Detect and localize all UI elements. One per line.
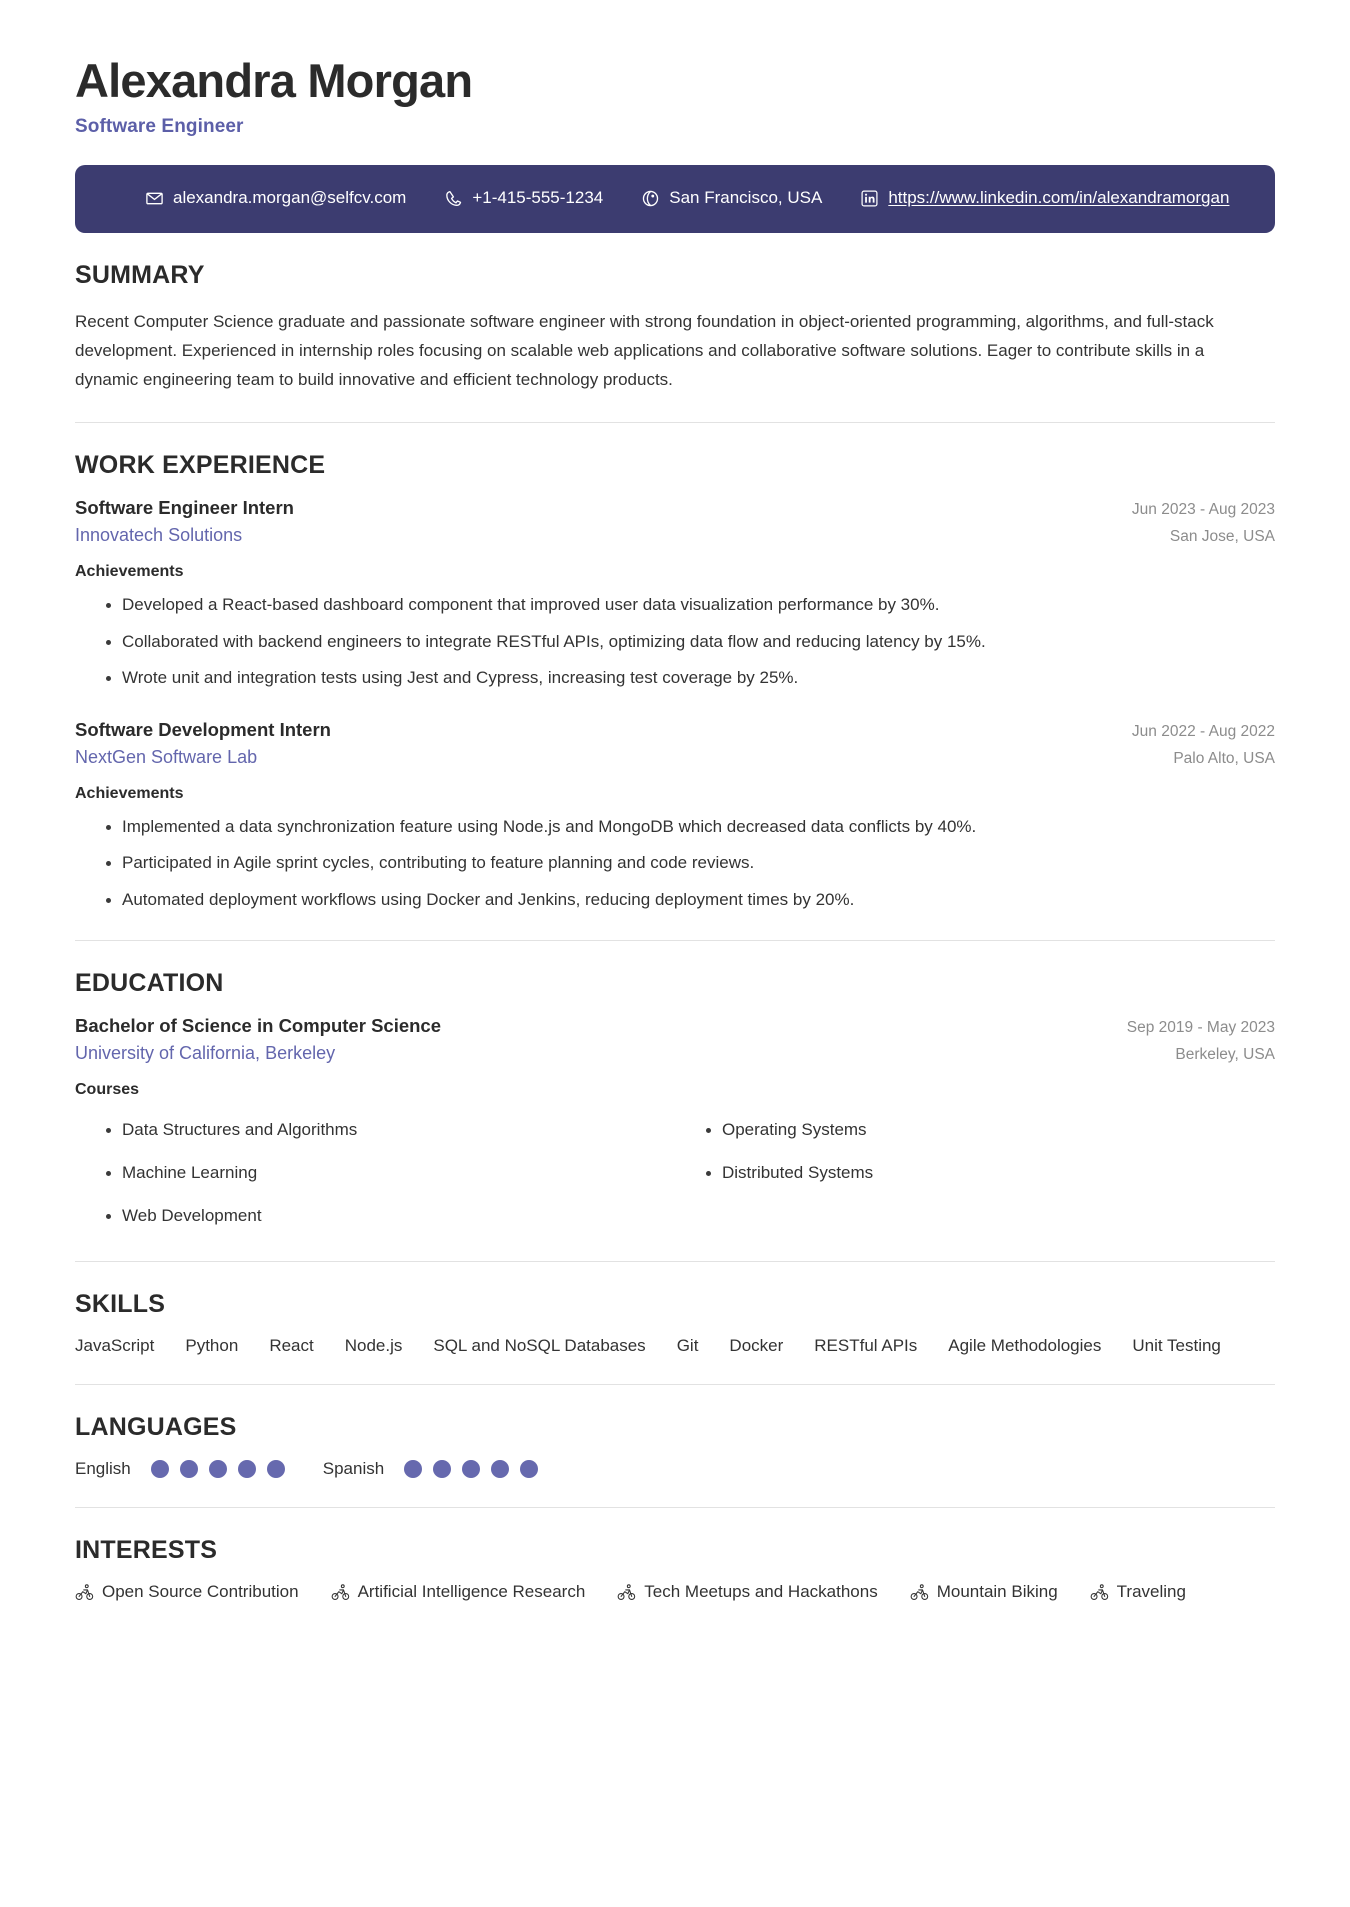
list-item: Data Structures and Algorithms bbox=[75, 1117, 675, 1147]
level-dot bbox=[238, 1460, 256, 1478]
work-location: San Jose, USA bbox=[1169, 528, 1275, 546]
contact-phone[interactable] bbox=[444, 188, 603, 208]
interest-item bbox=[331, 1582, 586, 1602]
section-skills bbox=[75, 1261, 1275, 1356]
interest-item bbox=[1090, 1582, 1186, 1602]
education-degree: Bachelor of Science in Computer Science bbox=[75, 1015, 441, 1037]
linkedin-icon bbox=[860, 189, 879, 208]
interest-item bbox=[910, 1582, 1058, 1602]
envelope-icon bbox=[145, 189, 164, 208]
skill-item: RESTful APIs bbox=[814, 1336, 918, 1356]
skills-heading: SKILLS bbox=[75, 1290, 166, 1319]
work-entry-top-row bbox=[75, 719, 1275, 741]
contact-linkedin-link[interactable]: https://www.linkedin.com/in/alexandramorgan bbox=[888, 188, 1230, 208]
list-item: Developed a React-based dashboard component that improved user data visualization performance by 30%. bbox=[75, 592, 1275, 618]
work-position: Software Engineer Intern bbox=[75, 497, 294, 519]
level-dot bbox=[180, 1460, 198, 1478]
section-education bbox=[75, 940, 1275, 1233]
education-heading: EDUCATION bbox=[75, 969, 224, 998]
page-title: Alexandra Morgan bbox=[75, 54, 473, 107]
interests-list bbox=[75, 1582, 1275, 1602]
contact-bar bbox=[75, 165, 1275, 233]
list-item: Web Development bbox=[75, 1203, 675, 1233]
list-item: Operating Systems bbox=[675, 1117, 1275, 1147]
level-dot bbox=[209, 1460, 227, 1478]
interest-label: Artificial Intelligence Research bbox=[357, 1582, 586, 1602]
work-achievements-list bbox=[75, 814, 1275, 913]
work-entry bbox=[75, 497, 1275, 691]
list-item: Automated deployment workflows using Docker and Jenkins, reducing deployment times by 20%. bbox=[75, 887, 1275, 913]
skill-item: SQL and NoSQL Databases bbox=[433, 1336, 646, 1356]
interests-heading: INTERESTS bbox=[75, 1536, 218, 1565]
summary-heading: SUMMARY bbox=[75, 260, 205, 289]
achievements-label: Achievements bbox=[75, 563, 184, 581]
interest-label: Tech Meetups and Hackathons bbox=[644, 1582, 878, 1602]
level-dot bbox=[267, 1460, 285, 1478]
contact-phone-text: +1-415-555-1234 bbox=[472, 188, 604, 208]
work-company: NextGen Software Lab bbox=[75, 746, 258, 767]
work-entry-sub-row bbox=[75, 741, 1275, 768]
summary-text: Recent Computer Science graduate and passionate software engineer with strong foundation in object-oriented programming, algorithms, and full-stack development. Experienced in internship roles focusing on scalable web applications and collaborative software solutions. Eager to contribute skills in a dynamic engineering team to build innovative and efficient technology products. bbox=[75, 311, 1214, 390]
section-languages bbox=[75, 1384, 1275, 1479]
list-item: Collaborated with backend engineers to integrate RESTful APIs, optimizing data flow and reducing latency by 15%. bbox=[75, 629, 1275, 655]
skill-item: JavaScript bbox=[75, 1336, 155, 1356]
language-name: Spanish bbox=[322, 1459, 385, 1479]
education-entry-sub-row bbox=[75, 1037, 1275, 1064]
resume-body bbox=[0, 233, 1350, 1603]
interest-label: Open Source Contribution bbox=[102, 1582, 299, 1602]
courses-label: Courses bbox=[75, 1081, 140, 1099]
language-level-dots bbox=[404, 1460, 538, 1478]
language-level-dots bbox=[151, 1460, 285, 1478]
work-location: Palo Alto, USA bbox=[1173, 749, 1275, 767]
languages-list bbox=[75, 1459, 1275, 1479]
skills-list bbox=[75, 1336, 1275, 1356]
language-item bbox=[75, 1459, 285, 1479]
work-entry bbox=[75, 719, 1275, 913]
education-entry-top-row bbox=[75, 1015, 1275, 1037]
contact-linkedin[interactable] bbox=[860, 188, 1229, 208]
skill-item: Docker bbox=[729, 1336, 784, 1356]
work-date: Jun 2023 - Aug 2023 bbox=[1131, 501, 1275, 519]
education-date: Sep 2019 - May 2023 bbox=[1126, 1019, 1275, 1037]
work-entry-top-row bbox=[75, 497, 1275, 519]
level-dot bbox=[491, 1460, 509, 1478]
list-item: Participated in Agile sprint cycles, contributing to feature planning and code reviews. bbox=[75, 850, 1275, 876]
section-interests bbox=[75, 1507, 1275, 1602]
contact-location bbox=[641, 188, 822, 208]
level-dot bbox=[520, 1460, 538, 1478]
interest-label: Traveling bbox=[1116, 1582, 1186, 1602]
phone-icon bbox=[444, 189, 463, 208]
contact-email-text: alexandra.morgan@selfcv.com bbox=[173, 188, 407, 208]
skill-item: React bbox=[269, 1336, 314, 1356]
achievements-label: Achievements bbox=[75, 784, 184, 802]
section-summary bbox=[75, 233, 1275, 395]
languages-heading: LANGUAGES bbox=[75, 1413, 237, 1442]
skill-item: Unit Testing bbox=[1132, 1336, 1221, 1356]
level-dot bbox=[433, 1460, 451, 1478]
level-dot bbox=[151, 1460, 169, 1478]
list-item: Machine Learning bbox=[75, 1160, 675, 1190]
list-item: Implemented a data synchronization feature using Node.js and MongoDB which decreased data conflicts by 40%. bbox=[75, 814, 1275, 840]
education-location: Berkeley, USA bbox=[1175, 1046, 1275, 1064]
interest-item bbox=[75, 1582, 299, 1602]
section-work-experience bbox=[75, 422, 1275, 912]
work-position: Software Development Intern bbox=[75, 718, 331, 740]
skill-item: Python bbox=[185, 1336, 239, 1356]
job-title: Software Engineer bbox=[75, 115, 244, 137]
bicycle-icon bbox=[910, 1583, 929, 1602]
work-company: Innovatech Solutions bbox=[75, 525, 243, 546]
list-item-spacer bbox=[675, 1203, 1275, 1233]
skill-item: Node.js bbox=[344, 1336, 403, 1356]
skill-item: Git bbox=[676, 1336, 699, 1356]
work-achievements-list bbox=[75, 592, 1275, 691]
language-item bbox=[323, 1459, 538, 1479]
contact-email[interactable] bbox=[145, 188, 406, 208]
globe-pin-icon bbox=[641, 189, 660, 208]
contact-location-text: San Francisco, USA bbox=[669, 188, 823, 208]
education-entry bbox=[75, 1015, 1275, 1233]
interest-item bbox=[617, 1582, 877, 1602]
courses-list bbox=[75, 1104, 1275, 1233]
bicycle-icon bbox=[331, 1583, 350, 1602]
list-item: Distributed Systems bbox=[675, 1160, 1275, 1190]
list-item: Wrote unit and integration tests using Jest and Cypress, increasing test coverage by 25%. bbox=[75, 665, 1275, 691]
bicycle-icon bbox=[1090, 1583, 1109, 1602]
work-entry-sub-row bbox=[75, 519, 1275, 546]
skill-item: Agile Methodologies bbox=[948, 1336, 1102, 1356]
bicycle-icon bbox=[617, 1583, 636, 1602]
work-date: Jun 2022 - Aug 2022 bbox=[1131, 722, 1275, 740]
level-dot bbox=[462, 1460, 480, 1478]
interest-label: Mountain Biking bbox=[936, 1582, 1058, 1602]
level-dot bbox=[404, 1460, 422, 1478]
education-school: University of California, Berkeley bbox=[75, 1043, 336, 1064]
bicycle-icon bbox=[75, 1583, 94, 1602]
resume-header bbox=[0, 0, 1350, 233]
work-experience-heading: WORK EXPERIENCE bbox=[75, 451, 326, 480]
language-name: English bbox=[75, 1459, 131, 1479]
